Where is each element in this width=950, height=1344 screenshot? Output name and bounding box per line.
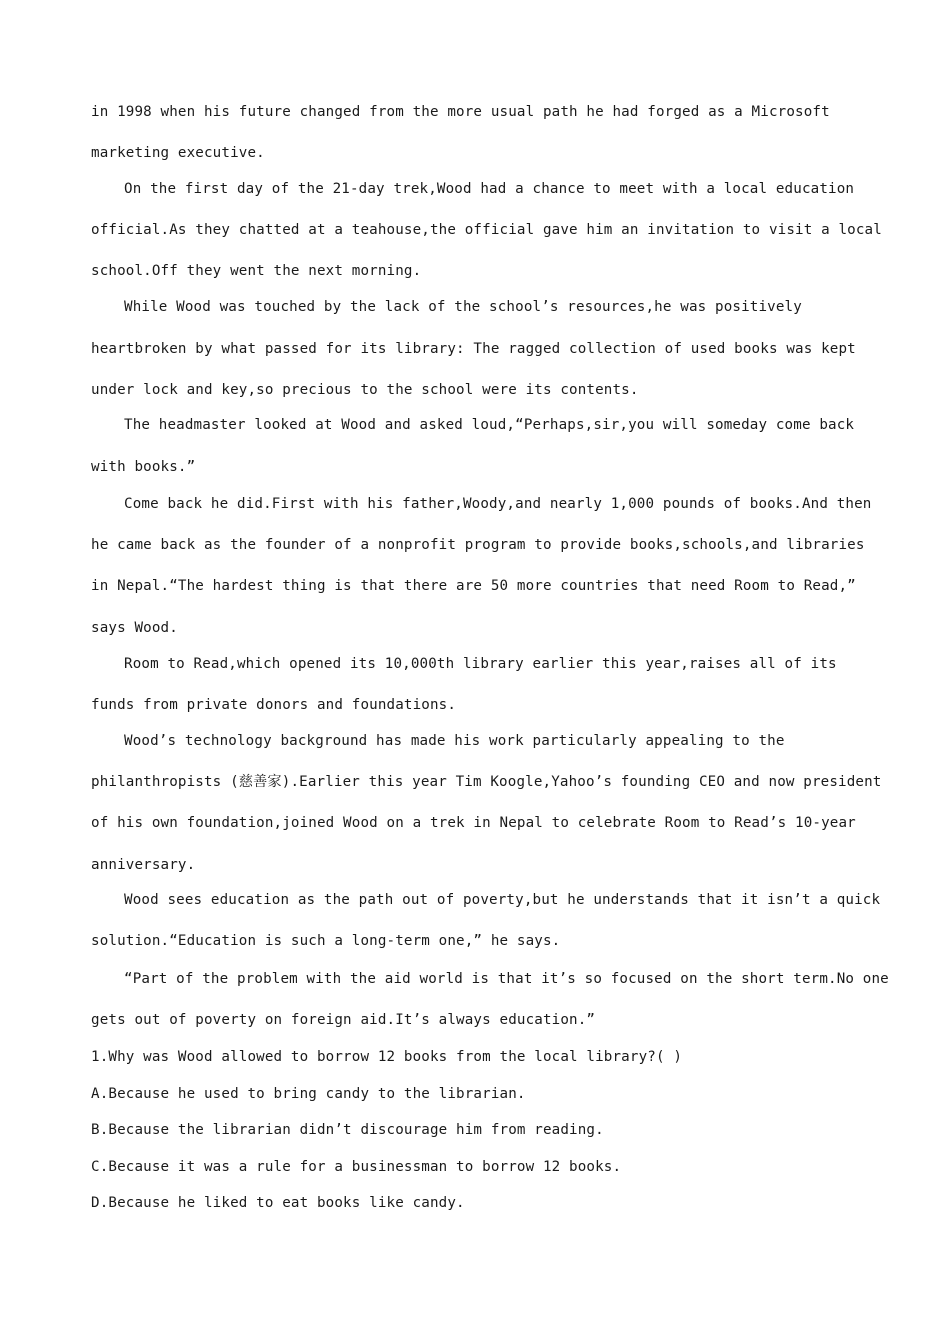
passage-line: philanthropists (慈善家).Earlier this year Tim Koogle,Yahoo’s founding CEO and now president (91, 774, 882, 790)
question-option-c: C.Because it was a rule for a businessman to borrow 12 books. (91, 1159, 622, 1175)
passage-line: funds from private donors and foundations. (91, 697, 457, 713)
passage-line: heartbroken by what passed for its library: The ragged collection of used books was kept (91, 341, 856, 357)
passage-line: Wood’s technology background has made his work particularly appealing to the (124, 733, 785, 749)
passage-line: he came back as the founder of a nonprofit program to provide books,schools,and libraries (91, 537, 865, 553)
passage-line: The headmaster looked at Wood and asked loud,“Perhaps,sir,you will someday come back (124, 417, 855, 433)
passage-line: says Wood. (91, 620, 178, 636)
passage-line: of his own foundation,joined Wood on a trek in Nepal to celebrate Room to Read’s 10-year (91, 815, 856, 831)
passage-line: While Wood was touched by the lack of the school’s resources,he was positively (124, 299, 802, 315)
question-option-a: A.Because he used to bring candy to the librarian. (91, 1086, 526, 1102)
passage-line: marketing executive. (91, 145, 265, 161)
question-option-b: B.Because the librarian didn’t discourage him from reading. (91, 1122, 604, 1138)
passage-line: Come back he did.First with his father,Woody,and nearly 1,000 pounds of books.And then (124, 496, 872, 512)
passage-line: Room to Read,which opened its 10,000th library earlier this year,raises all of its (124, 656, 837, 672)
passage-line: Wood sees education as the path out of poverty,but he understands that it isn’t a quick (124, 892, 881, 908)
passage-line: official.As they chatted at a teahouse,the official gave him an invitation to visit a local (91, 222, 882, 238)
passage-line: anniversary. (91, 857, 196, 873)
question-stem: 1.Why was Wood allowed to borrow 12 books from the local library?( ) (91, 1049, 683, 1065)
passage-line: gets out of poverty on foreign aid.It’s always education.” (91, 1012, 596, 1028)
passage-line: “Part of the problem with the aid world is that it’s so focused on the short term.No one (124, 971, 889, 987)
passage-line: under lock and key,so precious to the school were its contents. (91, 382, 639, 398)
passage-line: solution.“Education is such a long-term one,” he says. (91, 933, 561, 949)
passage-line: with books.” (91, 459, 196, 475)
passage-line: school.Off they went the next morning. (91, 263, 422, 279)
passage-line: in Nepal.“The hardest thing is that there are 50 more countries that need Room to Read,” (91, 578, 856, 594)
passage-line: in 1998 when his future changed from the more usual path he had forged as a Microsoft (91, 104, 830, 120)
passage-line: On the first day of the 21-day trek,Wood had a chance to meet with a local education (124, 181, 855, 197)
question-option-d: D.Because he liked to eat books like candy. (91, 1195, 465, 1211)
